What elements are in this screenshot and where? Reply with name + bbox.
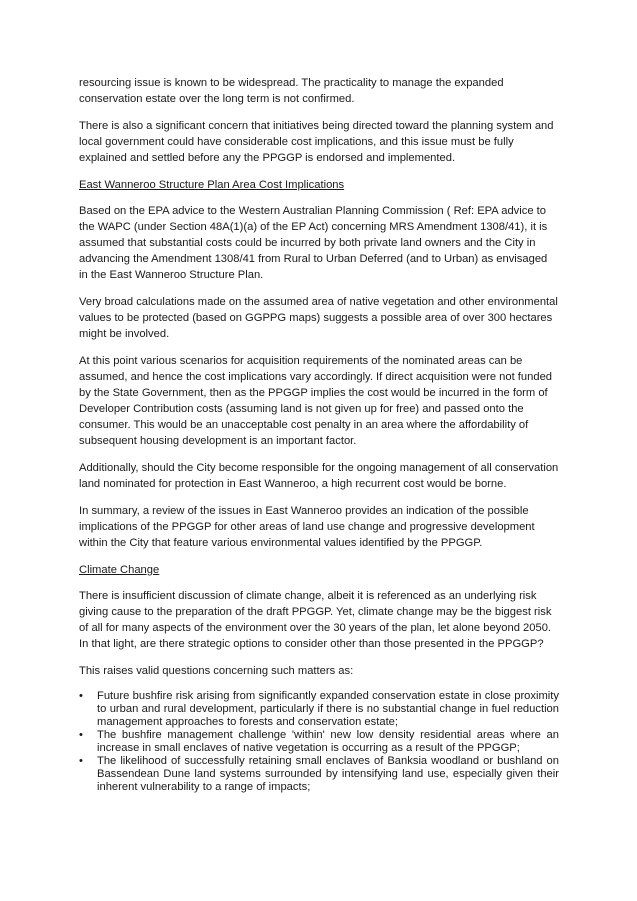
paragraph-valid-questions: This raises valid questions concerning such matters as: [79,665,354,677]
paragraph-resourcing: resourcing issue is known to be widespread. The practicality to manage the expanded conservation estate over the long term is not confirmed. [79,77,504,105]
document-page [79,75,559,794]
list-item-text: The bushfire management challenge 'within' new low density residential areas where an increase in small enclaves of native vegetation is occurring as a result of the PPGGP; [97,729,559,754]
bullet-icon: • [79,755,83,767]
paragraph-summary: In summary, a review of the issues in East Wanneroo provides an indication of the possible implications of the PPGGP for other areas of land use change and progressive development within the City that feature various environmental values identified by the PPGGP. [79,505,535,549]
bullet-icon: • [79,690,83,702]
list-item [79,755,559,794]
paragraph-epa-advice: Based on the EPA advice to the Western Australian Planning Commission ( Ref: EPA advice to the WAPC (under Section 48A(1)(a) of the EP Act) concerning MRS Amendment 1308/41), it is assumed that substantial costs could be incurred by both private land owners and the City in advancing the Amendment 1308/41 from Rural to Urban Deferred (and to Urban) as envisaged in the East Wanneroo Structure Plan. [79,205,548,281]
paragraph-broad-calculations: Very broad calculations made on the assumed area of native vegetation and other environmental values to be protected (based on GGPPG maps) suggests a possible area of over 300 hectares might be involved. [79,296,558,340]
section-heading-east-wanneroo: East Wanneroo Structure Plan Area Cost Implications [79,179,345,191]
paragraph-cost-concern: There is also a significant concern that initiatives being directed toward the planning system and local government could have considerable cost implications, and this issue must be fully explained and settled before any the PPGGP is endorsed and implemented. [79,120,554,164]
list-item [79,690,559,729]
paragraph-climate-discussion: There is insufficient discussion of climate change, albeit it is referenced as an underlying risk giving cause to the preparation of the draft PPGGP. Yet, climate change may be the biggest risk of all for many aspects of the environment over the 30 years of the plan, let alone beyond 2050. In that light, are there strategic options to consider other than those presented in the PPGGP? [79,590,552,650]
bullet-list [79,690,559,794]
list-item-text: Future bushfire risk arising from significantly expanded conservation estate in close proximity to urban and rural development, particularly if there is no substantial change in fuel reduction management approaches to forests and conservation estate; [97,690,559,728]
paragraph-ongoing-management: Additionally, should the City become responsible for the ongoing management of all conservation land nominated for protection in East Wanneroo, a high recurrent cost would be borne. [79,462,559,490]
bullet-icon: • [79,729,83,741]
section-heading-climate-change: Climate Change [79,564,160,576]
list-item-text: The likelihood of successfully retaining small enclaves of Banksia woodland or bushland on Bassendean Dune land systems surrounded by intensifying land use, especially given their inherent vulnerability to a range of impacts; [97,755,559,793]
list-item [79,729,559,755]
paragraph-acquisition-scenarios: At this point various scenarios for acquisition requirements of the nominated areas can be assumed, and hence the cost implications vary accordingly. If direct acquisition were not funded by the State Government, then as the PPGGP implies the cost would be incurred in the form of Developer Contribution costs (assuming land is not given up for free) and passed onto the consumer. This would be an unacceptable cost penalty in an area where the affordability of subsequent housing development is an important factor. [79,355,553,447]
